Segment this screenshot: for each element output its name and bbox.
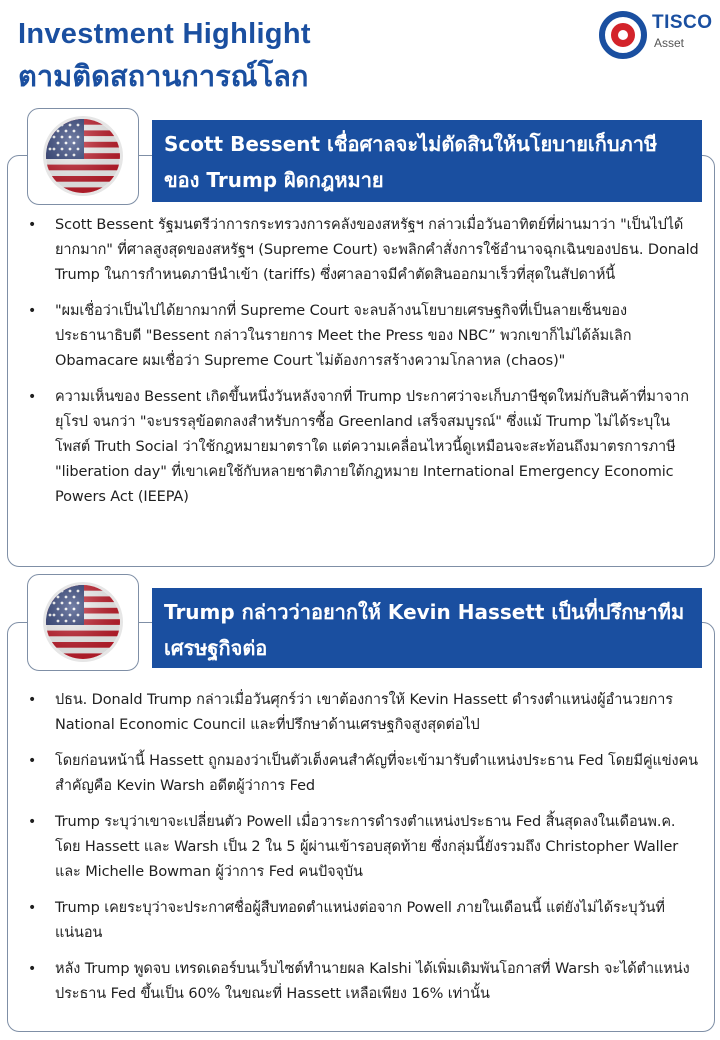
logo-text: TISCO <box>652 12 713 33</box>
list-item: • หลัง Trump พูดจบ เทรดเดอร์บนเว็บไซต์ทำนายผล Kalshi ได้เพิ่มเดิมพันโอกาสที่ Warsh จะได้ตำแหน่งประธาน Fed ขึ้นเป็น 60% ในขณะที่ Hassett เหลือเพียง 16% เท่านั้น <box>28 957 704 1007</box>
headline-hassett: Trump กล่าวว่าอยากให้ Kevin Hassett เป็นที่ปรึกษาทีมเศรษฐกิจต่อ <box>152 588 702 668</box>
tisco-asset-logo <box>598 10 716 60</box>
page-subtitle: ตามติดสถานการณ์โลก <box>18 61 309 93</box>
bullet-list <box>28 688 704 1018</box>
list-item: • ปธน. Donald Trump กล่าวเมื่อวันศุกร์ว่า เขาต้องการให้ Kevin Hassett ดำรงตำแหน่งผู้อำนวยการ National Economic Council และที่ปรึกษาด้านเศรษฐกิจสูงสุดต่อไป <box>28 688 704 738</box>
tisco-ring-icon <box>598 10 648 60</box>
bullet-list <box>28 213 704 521</box>
list-item: • "ผมเชื่อว่าเป็นไปได้ยากมากที่ Supreme Court จะลบล้างนโยบายเศรษฐกิจที่เป็นลายเซ็นของประธานาธิบดี "Bessent กล่าวในรายการ Meet the Press ของ NBC” พวกเขาก็ไม่ได้ล้มเลิก Obamacare ผมเชื่อว่า Supreme Court ไม่ต้องการสร้างความโกลาหล (chaos)" <box>28 299 704 374</box>
list-item: • โดยก่อนหน้านี้ Hassett ถูกมองว่าเป็นตัวเต็งคนสำคัญที่จะเข้ามารับตำแหน่งประธาน Fed โดยมีคู่แข่งคนสำคัญคือ Kevin Warsh อดีตผู้ว่าการ Fed <box>28 749 704 799</box>
list-item: • Trump เคยระบุว่าจะประกาศชื่อผู้สืบทอดตำแหน่งต่อจาก Powell ภายในเดือนนี้ แต่ยังไม่ได้ระบุวันที่แน่นอน <box>28 896 704 946</box>
page-title: Investment Highlight <box>18 18 311 50</box>
list-item: • Scott Bessent รัฐมนตรีว่าการกระทรวงการคลังของสหรัฐฯ กล่าวเมื่อวันอาทิตย์ที่ผ่านมาว่า "เป็นไปได้ยากมาก" ที่ศาลสูงสุดของสหรัฐฯ (Supreme Court) จะพลิกคำสั่งการใช้อำนาจฉุกเฉินของปธน. Donald Trump ในการกำหนดภาษีนำเข้า (tariffs) ซึ่งศาลอาจมีคำตัดสินออกมาเร็วที่สุดในสัปดาห์นี้ <box>28 213 704 288</box>
list-item: • Trump ระบุว่าเขาจะเปลี่ยนตัว Powell เมื่อวาระการดำรงตำแหน่งประธาน Fed สิ้นสุดลงในเดือนพ.ค. โดย Hassett และ Warsh เป็น 2 ใน 5 ผู้ผ่านเข้ารอบสุดท้าย ซึ่งกลุ่มนี้ยังรวมถึง Christopher Waller และ Michelle Bowman ผู้ว่าการ Fed คนปัจจุบัน <box>28 810 704 885</box>
us-flag-icon <box>42 581 124 663</box>
flag-badge <box>27 574 139 671</box>
logo-subtext: Asset <box>654 36 685 50</box>
flag-badge <box>27 108 139 205</box>
list-item: • ความเห็นของ Bessent เกิดขึ้นหนึ่งวันหลังจากที่ Trump ประกาศว่าจะเก็บภาษีชุดใหม่กับสินค้าที่มาจากยุโรป จนกว่า "จะบรรลุข้อตกลงสำหรับการซื้อ Greenland เสร็จสมบูรณ์" ซึ่งแม้ Trump ไม่ได้ระบุในโพสต์ Truth Social ว่าใช้กฎหมายมาตราใด แต่ความเคลื่อนไหวนี้ดูเหมือนจะสะท้อนถึงมาตรการภาษี "liberation day" ที่เขาเคยใช้กับหลายชาติภายใต้กฎหมาย International Emergency Economic Powers Act (IEEPA) <box>28 385 704 510</box>
us-flag-icon <box>42 115 124 197</box>
headline-bessent: Scott Bessent เชื่อศาลจะไม่ตัดสินให้นโยบายเก็บภาษีของ Trump ผิดกฎหมาย <box>152 120 702 202</box>
